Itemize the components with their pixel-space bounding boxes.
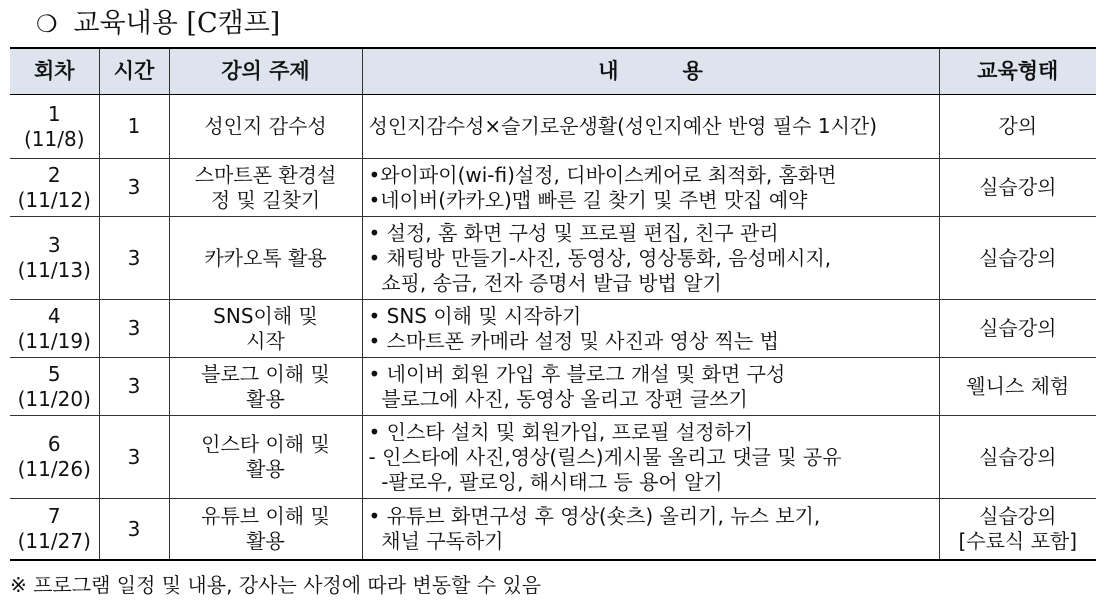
content-cell: • 네이버 회원 가입 후 블로그 개설 및 화면 구성 블로그에 사진, 동영상 올리고 장편 글쓰기 [362, 358, 939, 416]
section-title [36, 6, 280, 42]
hours-cell: 3 [99, 499, 169, 561]
topic-cell: SNS이해 및 시작 [169, 300, 362, 358]
session-cell: 1 (11/8) [10, 95, 99, 159]
header-type: 교육형태 [939, 48, 1096, 95]
content-cell: • 유튜브 화면구성 후 영상(숏츠) 올리기, 뉴스 보기, 채널 구독하기 [362, 499, 939, 561]
topic-cell: 카카오톡 활용 [169, 217, 362, 300]
topic-cell: 인스타 이해 및 활용 [169, 416, 362, 499]
header-row [10, 48, 1096, 95]
hours-cell: 3 [99, 300, 169, 358]
table-row [10, 358, 1096, 416]
header-content-part2: 용 [682, 59, 703, 83]
content-cell: •와이파이(wi-fi)설정, 디바이스케어로 최적화, 홈화면 •네이버(카카오)맵 빠른 길 찾기 및 주변 맛집 예약 [362, 159, 939, 217]
header-topic: 강의 주제 [169, 48, 362, 95]
session-cell: 4 (11/19) [10, 300, 99, 358]
table-row [10, 217, 1096, 300]
content-cell: • SNS 이해 및 시작하기 • 스마트폰 카메라 설정 및 사진과 영상 찍는 법 [362, 300, 939, 358]
section-title-text: 교육내용 [C캠프] [73, 8, 281, 39]
content-cell: • 인스타 설치 및 회원가입, 프로필 설정하기 - 인스타에 사진,영상(릴스)게시물 올리고 댓글 및 공유 -팔로우, 팔로잉, 해시태그 등 용어 알기 [362, 416, 939, 499]
type-cell: 실습강의 [939, 416, 1096, 499]
hours-cell: 3 [99, 416, 169, 499]
topic-cell: 스마트폰 환경설 정 및 길찾기 [169, 159, 362, 217]
session-cell: 5 (11/20) [10, 358, 99, 416]
hours-cell: 3 [99, 217, 169, 300]
table-row [10, 499, 1096, 561]
header-hours: 시간 [99, 48, 169, 95]
content-cell: 성인지감수성×슬기로운생활(성인지예산 반영 필수 1시간) [362, 95, 939, 159]
content-cell: • 설정, 홈 화면 구성 및 프로필 편집, 친구 관리 • 채팅방 만들기-사진, 동영상, 영상통화, 음성메시지, 쇼핑, 송금, 전자 증명서 발급 방법 알기 [362, 217, 939, 300]
type-cell: 웰니스 체험 [939, 358, 1096, 416]
table-row [10, 159, 1096, 217]
hours-cell: 3 [99, 358, 169, 416]
hours-cell: 3 [99, 159, 169, 217]
topic-cell: 유튜브 이해 및 활용 [169, 499, 362, 561]
type-cell: 실습강의 [939, 159, 1096, 217]
table-row [10, 300, 1096, 358]
type-cell: 실습강의 [수료식 포함] [939, 499, 1096, 561]
header-content-part1: 내 [598, 59, 619, 83]
topic-cell: 성인지 감수성 [169, 95, 362, 159]
type-cell: 실습강의 [939, 217, 1096, 300]
session-cell: 7 (11/27) [10, 499, 99, 561]
type-cell: 실습강의 [939, 300, 1096, 358]
session-cell: 6 (11/26) [10, 416, 99, 499]
topic-cell: 블로그 이해 및 활용 [169, 358, 362, 416]
hours-cell: 1 [99, 95, 169, 159]
header-session: 회차 [10, 48, 99, 95]
header-content [362, 48, 939, 95]
session-cell: 2 (11/12) [10, 159, 99, 217]
table-row [10, 416, 1096, 499]
footnote: ※ 프로그램 일정 및 내용, 강사는 사정에 따라 변동할 수 있음 [10, 573, 542, 597]
session-cell: 3 (11/13) [10, 217, 99, 300]
type-cell: 강의 [939, 95, 1096, 159]
schedule-table [10, 47, 1096, 561]
table-row [10, 95, 1096, 159]
circle-marker-icon: ❍ [36, 10, 58, 38]
